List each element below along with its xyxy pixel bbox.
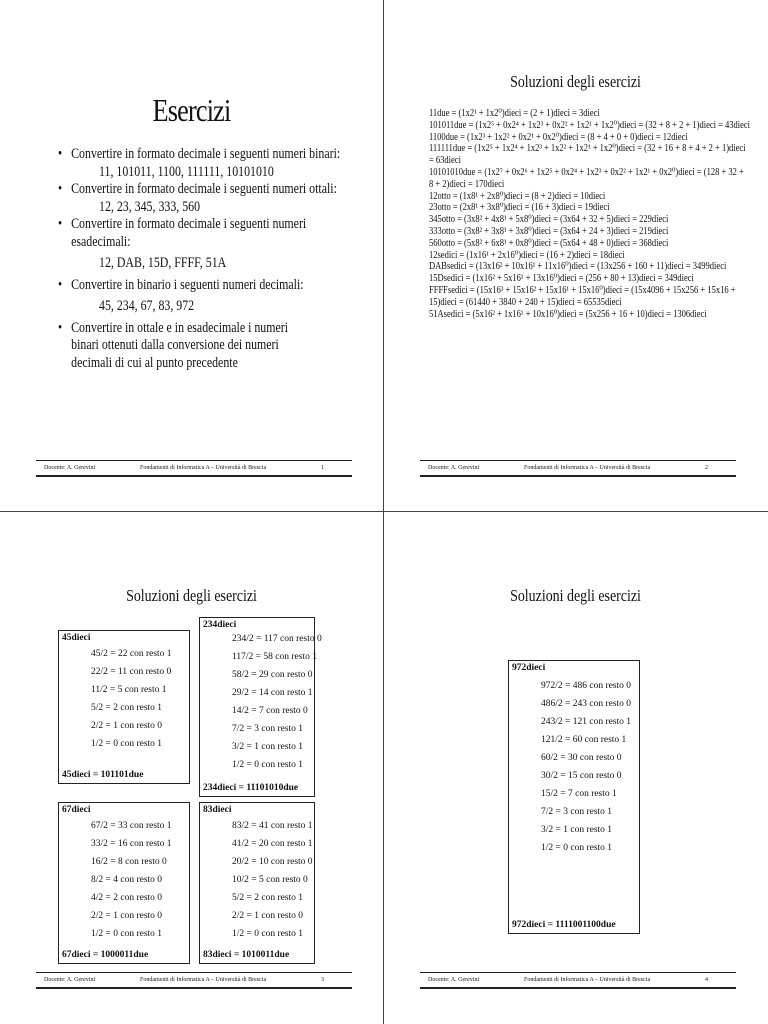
division-row: 22/2 = 11 con resto 0: [91, 667, 172, 677]
bullet-text: Convertire in formato decimale i seguenti numeri binari:: [71, 146, 341, 162]
bullet-dot-icon: •: [58, 146, 63, 162]
slide-number: 1: [321, 465, 324, 471]
slide-title: Soluzioni degli esercizi: [126, 586, 257, 605]
solution-lines: [429, 108, 755, 320]
solution-line: 12sedici = (1x16¹ + 2x16⁰)dieci = (16 + 2)dieci = 18dieci: [429, 249, 625, 261]
solution-line: 8 + 2)dieci = 170dieci: [429, 178, 505, 190]
bullet-text: Convertire in formato decimale i seguenti numeri ottali:: [71, 181, 337, 197]
slide-footer: [420, 972, 736, 989]
bullet-dot-icon: •: [58, 276, 63, 293]
solution-line: 10101010due = (1x2⁷ + 0x2⁶ + 1x2⁵ + 0x2⁴ + 1x2³ + 0x2² + 1x2¹ + 0x2⁰)dieci = (128 + 32 +: [429, 166, 744, 178]
division-row: 16/2 = 8 con resto 0: [91, 857, 167, 867]
division-row: 83/2 = 41 con resto 1: [232, 821, 313, 831]
bullet-dot-icon: •: [58, 181, 63, 197]
division-row: 1/2 = 0 con resto 1: [91, 739, 163, 749]
box-result: 83dieci = 1010011due: [203, 950, 290, 960]
bullet-dot-icon: •: [58, 216, 63, 232]
division-row: 2/2 = 1 con resto 0: [232, 911, 304, 921]
solution-line: 101011due = (1x2⁵ + 0x2⁴ + 1x2³ + 0x2² + 1x2¹ + 1x2⁰)dieci = (32 + 8 + 2 + 1)dieci = 43dieci: [429, 119, 751, 131]
solution-line: 560otto = (5x8² + 6x8¹ + 0x8⁰)dieci = (5x64 + 48 + 0)dieci = 368dieci: [429, 237, 669, 249]
footer-course: Fondamenti di Informatica A – Università di Brescia: [140, 465, 267, 471]
division-row: 121/2 = 60 con resto 1: [541, 735, 627, 745]
bullet-item: [58, 181, 366, 216]
division-row: 14/2 = 7 con resto 0: [232, 706, 308, 716]
slide-number: 2: [705, 465, 708, 471]
bullet-text: Convertire in binario i seguenti numeri decimali:: [71, 276, 304, 293]
division-row: 60/2 = 30 con resto 0: [541, 753, 622, 763]
division-row: 15/2 = 7 con resto 1: [541, 789, 617, 799]
conversion-box-83: [199, 802, 315, 964]
footer-course: Fondamenti di Informatica A – Università di Brescia: [524, 465, 651, 471]
bullet-item: [58, 216, 366, 273]
slide-title: Soluzioni degli esercizi: [510, 72, 641, 91]
slide-4: [384, 512, 767, 1023]
division-row: 1/2 = 0 con resto 1: [91, 929, 163, 939]
footer-course: Fondamenti di Informatica A – Università di Brescia: [140, 977, 267, 983]
box-result: 45dieci = 101101due: [62, 770, 144, 780]
division-row: 117/2 = 58 con resto 1: [232, 652, 317, 662]
solution-line: DABsedici = (13x16² + 10x16¹ + 11x16⁰)dieci = (13x256 + 160 + 11)dieci = 3499dieci: [429, 261, 727, 273]
bullet-dot-icon: •: [58, 319, 63, 336]
division-row: 67/2 = 33 con resto 1: [91, 821, 172, 831]
division-row: 7/2 = 3 con resto 1: [232, 724, 304, 734]
division-row: 3/2 = 1 con resto 1: [232, 742, 304, 752]
bullet-item: [58, 146, 366, 181]
solution-line: 15Dsedici = (1x16² + 5x16¹ + 13x16⁰)dieci = (256 + 80 + 13)dieci = 349dieci: [429, 273, 694, 285]
bullet-list: [58, 146, 358, 372]
division-row: 33/2 = 16 con resto 1: [91, 839, 172, 849]
bullet-subtext: 12, 23, 345, 333, 560: [99, 198, 201, 215]
division-row: 10/2 = 5 con resto 0: [232, 875, 308, 885]
footer-author: Docente: A. Gerevini: [44, 465, 96, 471]
solution-line: 11due = (1x2¹ + 1x2⁰)dieci = (2 + 1)dieci = 3dieci: [429, 108, 600, 119]
conversion-box-67: [58, 802, 190, 964]
division-row: 2/2 = 1 con resto 0: [91, 721, 163, 731]
solution-line: 51Asedici = (5x16² + 1x16¹ + 10x16⁰)dieci = (5x256 + 16 + 10)dieci = 1306dieci: [429, 308, 707, 320]
division-row: 234/2 = 117 con resto 0: [232, 634, 322, 644]
division-row: 30/2 = 15 con resto 0: [541, 771, 622, 781]
box-header: 234dieci: [203, 620, 237, 630]
division-row: 486/2 = 243 con resto 0: [541, 699, 632, 709]
division-row: 5/2 = 2 con resto 1: [91, 703, 163, 713]
bullet-text: Convertire in ottale e in esadecimale i numeri binari ottenuti dalla conversione dei numeri decimali di cui al punto precedente: [71, 319, 289, 371]
solution-line: 111111due = (1x2⁵ + 1x2⁴ + 1x2³ + 1x2² + 1x2¹ + 1x2⁰)dieci = (32 + 16 + 8 + 4 + 2 + 1)dieci: [429, 143, 746, 155]
slide-title: Esercizi: [152, 92, 231, 128]
footer-author: Docente: A. Gerevini: [428, 977, 480, 983]
solution-line: 345otto = (3x8² + 4x8¹ + 5x8⁰)dieci = (3x64 + 32 + 5)dieci = 229dieci: [429, 214, 669, 226]
division-row: 7/2 = 3 con resto 1: [541, 807, 613, 817]
box-header: 67dieci: [62, 805, 91, 815]
slide-1: [0, 0, 383, 511]
box-result: 234dieci = 11101010due: [203, 783, 299, 793]
division-row: 5/2 = 2 con resto 1: [232, 893, 304, 903]
division-row: 45/2 = 22 con resto 1: [91, 649, 172, 659]
conversion-box-234: [199, 617, 322, 797]
solution-line: FFFFsedici = (15x16³ + 15x16² + 15x16¹ + 15x16⁰)dieci = (15x4096 + 15x256 + 15x16 +: [429, 284, 736, 296]
box-header: 45dieci: [62, 633, 91, 643]
solution-line: 15)dieci = (61440 + 3840 + 240 + 15)dieci = 65535dieci: [429, 296, 622, 308]
division-row: 8/2 = 4 con resto 0: [91, 875, 163, 885]
solution-line: = 63dieci: [429, 155, 461, 167]
division-row: 972/2 = 486 con resto 0: [541, 681, 632, 691]
footer-author: Docente: A. Gerevini: [428, 465, 480, 471]
bullet-item: [58, 320, 317, 373]
solution-line: 23otto = (2x8¹ + 3x8⁰)dieci = (16 + 3)dieci = 19dieci: [429, 202, 610, 214]
slide-number: 3: [321, 977, 324, 983]
division-row: 41/2 = 20 con resto 1: [232, 839, 313, 849]
division-row: 20/2 = 10 con resto 0: [232, 857, 313, 867]
division-row: 1/2 = 0 con resto 1: [541, 843, 613, 853]
footer-author: Docente: A. Gerevini: [44, 977, 96, 983]
slide-footer: [420, 460, 736, 477]
conversion-box-972: [508, 660, 640, 934]
bullet-subtext: 12, DAB, 15D, FFFF, 51A: [99, 255, 227, 271]
bullet-subtext: 11, 101011, 1100, 111111, 10101010: [99, 163, 274, 180]
box-header: 83dieci: [203, 805, 232, 815]
slide-3: [0, 512, 383, 1023]
box-header: 972dieci: [512, 663, 546, 673]
division-row: 58/2 = 29 con resto 0: [232, 670, 313, 680]
division-row: 1/2 = 0 con resto 1: [232, 929, 304, 939]
division-row: 11/2 = 5 con resto 1: [91, 685, 167, 695]
slide-footer: [36, 460, 352, 477]
solution-line: 333otto = (3x8² + 3x8¹ + 3x8⁰)dieci = (3x64 + 24 + 3)dieci = 219dieci: [429, 225, 669, 237]
division-row: 2/2 = 1 con resto 0: [91, 911, 163, 921]
bullet-item: [58, 277, 366, 316]
division-row: 4/2 = 2 con resto 0: [91, 893, 163, 903]
solution-line: 12otto = (1x8¹ + 2x8⁰)dieci = (8 + 2)dieci = 10dieci: [429, 190, 606, 202]
division-row: 29/2 = 14 con resto 1: [232, 688, 313, 698]
box-result: 972dieci = 1111001100due: [512, 920, 616, 930]
box-result: 67dieci = 1000011due: [62, 950, 149, 960]
slide-number: 4: [705, 977, 708, 983]
slide-footer: [36, 972, 352, 989]
bullet-text: Convertire in formato decimale i seguenti numeri esadecimali:: [71, 216, 307, 250]
slide-2: [384, 0, 767, 511]
division-row: 243/2 = 121 con resto 1: [541, 717, 632, 727]
footer-course: Fondamenti di Informatica A – Università di Brescia: [524, 977, 651, 983]
bullet-subtext: 45, 234, 67, 83, 972: [99, 298, 195, 314]
division-row: 1/2 = 0 con resto 1: [232, 760, 304, 770]
slide-title: Soluzioni degli esercizi: [510, 586, 641, 605]
division-row: 3/2 = 1 con resto 1: [541, 825, 613, 835]
solution-line: 1100due = (1x2³ + 1x2² + 0x2¹ + 0x2⁰)dieci = (8 + 4 + 0 + 0)dieci = 12dieci: [429, 131, 688, 143]
conversion-box-45: [58, 630, 190, 784]
